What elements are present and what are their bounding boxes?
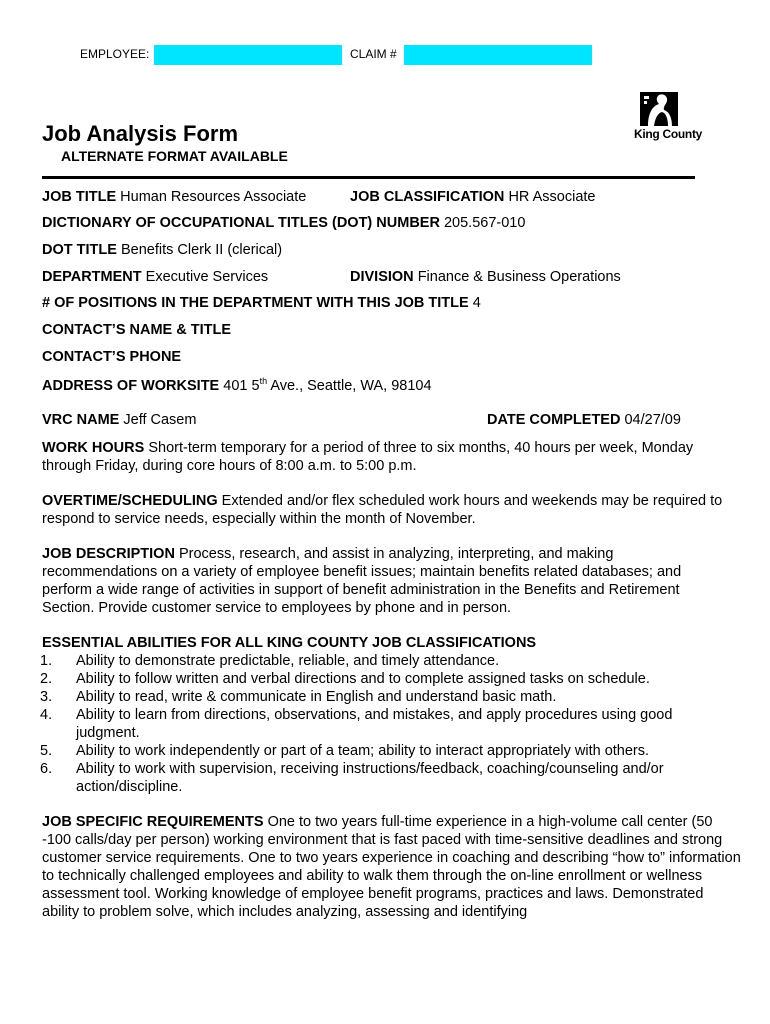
department-row [42, 269, 268, 285]
address-row [42, 376, 432, 394]
page-title: Job Analysis Form [42, 121, 239, 146]
work-hours-label: WORK HOURS [42, 440, 145, 456]
list-item [40, 688, 700, 706]
division-label: DIVISION [350, 269, 414, 285]
date-completed-row [487, 412, 681, 428]
logo-text: King County [634, 127, 703, 141]
list-item-number: 6. [40, 761, 53, 777]
overtime-section [42, 492, 742, 528]
list-item-text: Ability to demonstrate predictable, reliable, and timely attendance. [76, 653, 500, 669]
claim-field[interactable] [404, 45, 592, 65]
claim-label: CLAIM # [350, 47, 397, 61]
job-classification-row [350, 189, 595, 205]
employee-label: EMPLOYEE: [80, 47, 150, 61]
king-county-logo-icon [640, 92, 678, 126]
division-row [350, 269, 621, 285]
positions-label: # OF POSITIONS IN THE DEPARTMENT WITH THIS JOB TITLE [42, 295, 469, 311]
job-title-row [42, 189, 306, 205]
vrc-name-value: Jeff Casem [123, 412, 197, 428]
vrc-name-label: VRC NAME [42, 412, 120, 428]
contact-name-label: CONTACT’S NAME & TITLE [42, 322, 232, 338]
list-item-number: 3. [40, 689, 53, 705]
overtime-text: Extended and/or flex scheduled work hours and weekends may be required to respond to service needs, especially within the month of November. [42, 493, 723, 527]
list-item [40, 706, 700, 742]
work-hours-section [42, 439, 742, 475]
department-label: DEPARTMENT [42, 269, 142, 285]
overtime-label: OVERTIME/SCHEDULING [42, 493, 218, 509]
list-item-text: Ability to work independently or part of a team; ability to interact appropriately with others. [76, 743, 650, 759]
list-item-text: Ability to read, write & communicate in English and understand basic math. [76, 689, 557, 705]
essential-abilities-heading: ESSENTIAL ABILITIES FOR ALL KING COUNTY JOB CLASSIFICATIONS [42, 635, 537, 651]
address-value-street: Ave., Seattle, WA, 98104 [270, 377, 432, 394]
dot-title-row [42, 242, 282, 258]
job-classification-value: HR Associate [508, 189, 596, 205]
date-completed-value: 04/27/09 [624, 412, 681, 428]
positions-value: 4 [472, 295, 481, 311]
job-title-value: Human Resources Associate [120, 189, 307, 205]
header-divider [42, 176, 695, 179]
list-item-number: 1. [40, 653, 53, 669]
positions-row [42, 295, 481, 311]
king-county-logo [634, 92, 703, 144]
address-value-suffix: th [259, 376, 268, 386]
job-specific-text: One to two years full-time experience in a high-volume call center (50 -100 calls/day per person) working environment that is fast paced with time-sensitive deadlines and strong customer service requirements. One to two years experience in coaching and describing “how to” information to technically challenged employees and ability to walk them through the on-line enrollment or wellness assessment tool. Working knowledge of employee benefit programs, practices and laws. Demonstrated ability to problem solve, which includes analyzing, assessing and identifying [42, 814, 741, 920]
list-item-number: 4. [40, 707, 53, 723]
job-description-label: JOB DESCRIPTION [42, 546, 175, 562]
dot-number-label: DICTIONARY OF OCCUPATIONAL TITLES (DOT) NUMBER [42, 215, 440, 231]
list-item [40, 670, 700, 688]
list-item [40, 652, 700, 670]
list-item-text: Ability to work with supervision, receiving instructions/feedback, coaching/counseling and/or action/discipline. [76, 761, 664, 795]
dot-title-label: DOT TITLE [42, 242, 117, 258]
list-item [40, 742, 700, 760]
job-classification-label: JOB CLASSIFICATION [350, 189, 505, 205]
department-value: Executive Services [145, 269, 269, 285]
division-value: Finance & Business Operations [417, 269, 621, 285]
list-item-number: 2. [40, 671, 53, 687]
job-description-text: Process, research, and assist in analyzing, interpreting, and making recommendations on a variety of employee benefit issues; maintain benefits related databases; and perform a wide range of activities in support of benefit administration in the Benefits and Retirement Section. Provide customer service to employees by phone and in person. [42, 546, 682, 616]
essential-abilities-list [40, 652, 700, 796]
employee-field[interactable] [154, 45, 342, 65]
list-item-number: 5. [40, 743, 53, 759]
dot-number-value: 205.567-010 [443, 215, 526, 231]
list-item-text: Ability to follow written and verbal directions and to complete assigned tasks on schedule. [76, 671, 650, 687]
job-description-section [42, 545, 732, 617]
vrc-row [42, 412, 196, 428]
alternate-format-note: ALTERNATE FORMAT AVAILABLE [61, 148, 288, 164]
list-item [40, 760, 700, 796]
work-hours-text: Short-term temporary for a period of three to six months, 40 hours per week, Monday through Friday, during core hours of 8:00 a.m. to 5:00 p.m. [42, 440, 694, 474]
job-title-label: JOB TITLE [42, 189, 117, 205]
list-item-text: Ability to learn from directions, observations, and mistakes, and apply procedures using good judgment. [76, 707, 673, 741]
address-label: ADDRESS OF WORKSITE [42, 377, 220, 394]
dot-number-row [42, 215, 525, 231]
contact-phone-label: CONTACT’S PHONE [42, 349, 182, 365]
job-specific-label: JOB SPECIFIC REQUIREMENTS [42, 814, 264, 830]
address-value-number: 401 5 [223, 377, 260, 394]
dot-title-value: Benefits Clerk II (clerical) [120, 242, 283, 258]
date-completed-label: DATE COMPLETED [487, 412, 621, 428]
job-specific-section [42, 813, 742, 921]
